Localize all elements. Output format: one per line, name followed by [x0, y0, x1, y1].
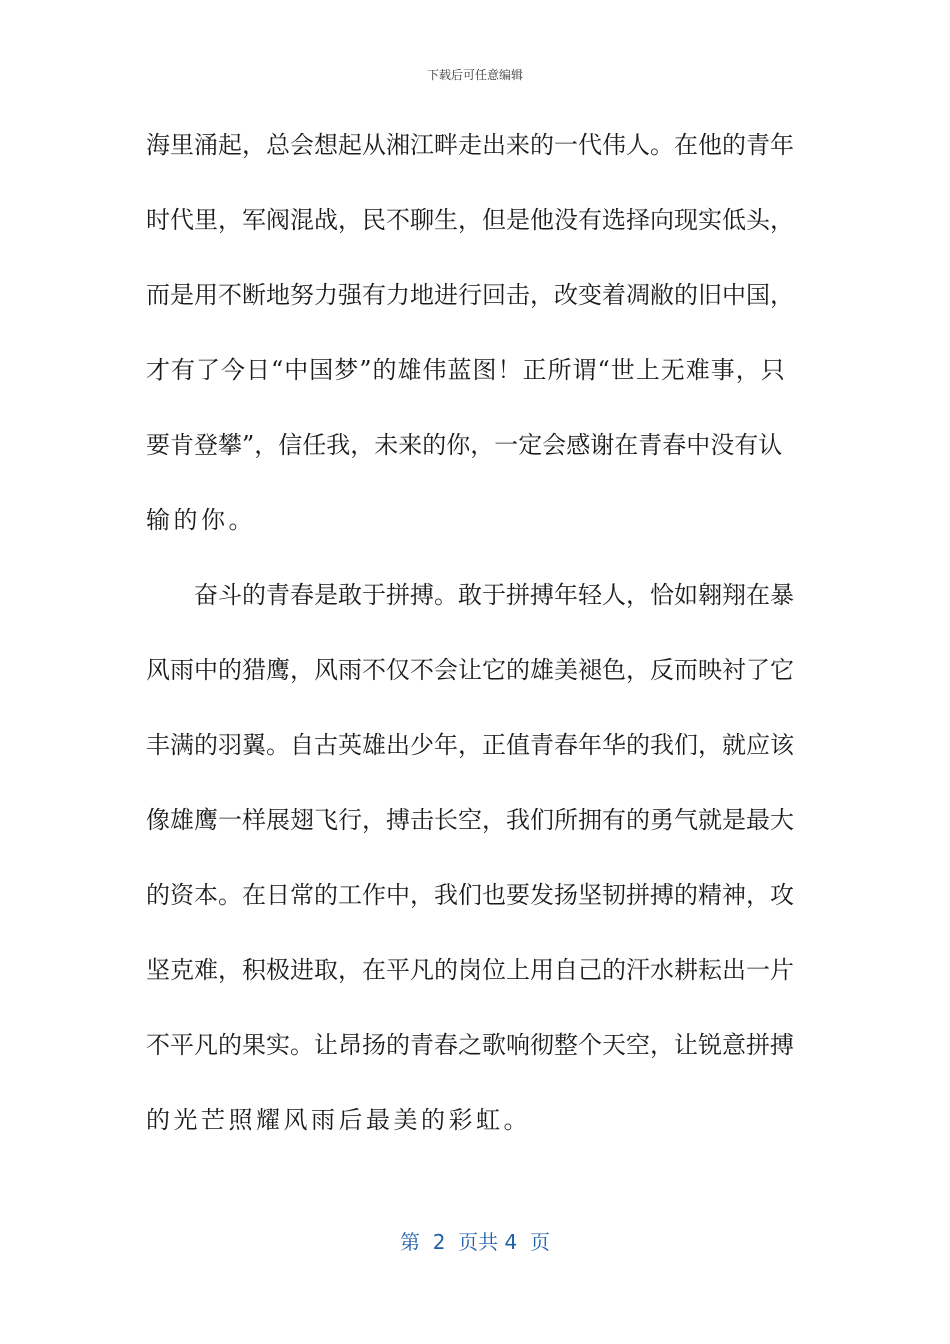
paragraph-line: 丰满的羽翼。自古英雄出少年，正值青春年华的我们，就应该 — [146, 731, 794, 759]
paragraph-line: 要肯登攀”，信任我，未来的你，一定会感谢在青春中没有认 — [146, 431, 783, 459]
paragraph-line: 不平凡的果实。让昂扬的青春之歌响彻整个天空，让锐意拼搏 — [146, 1031, 794, 1059]
paragraph-line: 像雄鹰一样展翅飞行，搏击长空，我们所拥有的勇气就是最大 — [146, 806, 794, 834]
paragraph-line: 的光芒照耀风雨后最美的彩虹。 — [146, 1106, 531, 1134]
paragraph-line: 的资本。在日常的工作中，我们也要发扬坚韧拼搏的精神，攻 — [146, 881, 794, 909]
paragraph-line: 海里涌起，总会想起从湘江畔走出来的一代伟人。在他的青年 — [146, 131, 794, 159]
paragraph-line: 才有了今日“中国梦”的雄伟蓝图！正所谓“世上无难事，只 — [146, 356, 786, 384]
paragraph-line: 坚克难，积极进取，在平凡的岗位上用自己的汗水耕耘出一片 — [146, 956, 794, 984]
paragraph-line: 奋斗的青春是敢于拼搏。敢于拼搏年轻人，恰如翱翔在暴 — [194, 581, 794, 609]
paragraph-line: 而是用不断地努力强有力地进行回击，改变着凋敝的旧中国， — [146, 281, 794, 309]
paragraph-line: 风雨中的猎鹰，风雨不仅不会让它的雄美褪色，反而映衬了它 — [146, 656, 794, 684]
paragraph-line: 时代里，军阀混战，民不聊生，但是他没有选择向现实低头， — [146, 206, 794, 234]
paragraph-line: 输的你。 — [146, 506, 256, 534]
page-number-footer: 第 2 页共 4 页 — [400, 1230, 550, 1254]
page-header: 下载后可任意编辑 — [426, 68, 523, 82]
